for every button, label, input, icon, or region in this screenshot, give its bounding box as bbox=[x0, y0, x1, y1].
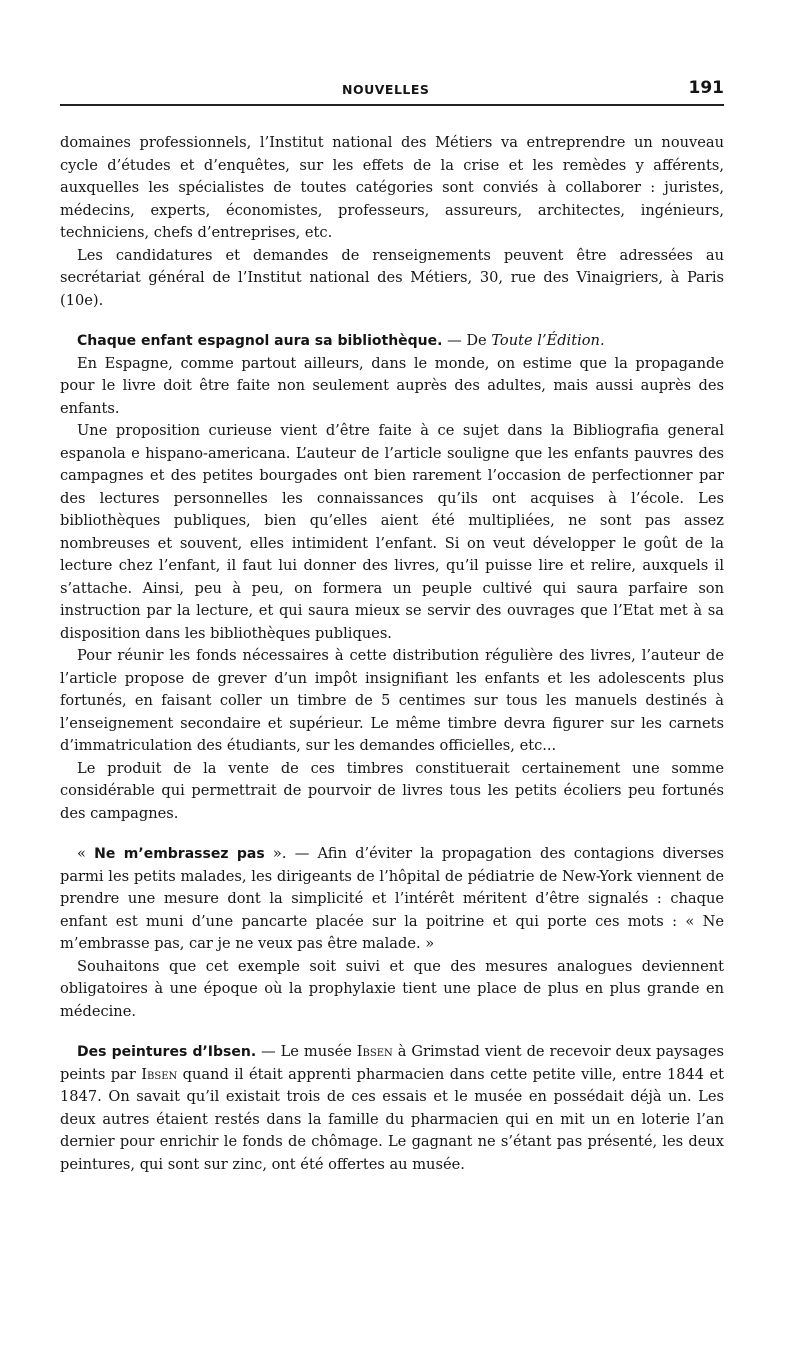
paragraph: domaines professionnels, l’Institut national des Métiers va entreprendre un nouveau cycle d’études et d’enquêtes, sur les effets de la crise et les remèdes y afférents, auxquelles les spécialistes de toutes catégories sont conviés à collaborer : juristes, médecins, experts, économistes, professeurs, assureurs, architectes, ingénieurs, techniciens, chefs d’entreprises, etc. bbox=[60, 134, 724, 241]
paragraph: Les candidatures et demandes de renseignements peuvent être adressées au secrétariat général de l’Institut national des Métiers, 30, rue des Vinaigriers, à Paris (10e). bbox=[60, 246, 724, 309]
paragraph: Le produit de la vente de ces timbres constituerait certainement une somme considérable qui permettrait de pourvoir de livres tous les petits écoliers peu fortunés des campagnes. bbox=[60, 759, 724, 822]
paragraph-text: — Le musée bbox=[256, 1043, 357, 1060]
paragraph: Une proposition curieuse vient d’être faite à ce sujet dans la Bibliografia general espanola e hispano-americana. L’auteur de l’article souligne que les enfants pauvres des campagnes et des petites bourgades ont bien rarement l’occasion de perfectionner par des lectures personnelles les connaissances qu’ils ont acquises à l’école. Les bibliothèques publiques, bien qu’elles aient été multipliées, ne sont pas assez nombreuses et souvent, elles intimident l’enfant. Si on veut développer le goût de la lecture chez l’enfant, il faut lui donner des livres, qu’il puisse lire et relire, auxquels il s’attache. Ainsi, peu à peu, on formera un peuple cultivé qui saura parfaire son instruction par la lecture, et qui saura mieux se servir des ouvrages que l’Etat met à sa disposition dans les bibliothèques publiques. bbox=[60, 422, 724, 642]
headline-text: Des peintures d’Ibsen. bbox=[77, 1044, 257, 1060]
article-headline bbox=[60, 330, 724, 353]
page-body bbox=[60, 132, 724, 1176]
article-lead-paragraph bbox=[60, 843, 724, 956]
name-smallcaps: Ibsen bbox=[141, 1065, 178, 1083]
paragraph-text: Afin d’éviter la propagation des contagions diverses parmi les petits malades, les dirigeants de l’hôpital de pédiatrie de New-York viennent de prendre une mesure dont la simplicité et l’intérêt méritent d’être signalés : chaque enfant est muni d’une pancarte placée sur la poitrine et qui porte ces mots : « Ne m’embrasse pas, car je ne veux pas être malade. » bbox=[60, 845, 724, 952]
page-number: 191 bbox=[688, 78, 724, 98]
headline-text: Ne m’embrassez pas bbox=[94, 846, 265, 862]
running-title: NOUVELLES bbox=[342, 82, 430, 97]
article-lead-paragraph bbox=[60, 1041, 724, 1176]
paragraph: Souhaitons que cet exemple soit suivi et que des mesures analogues deviennent obligatoires à une époque où la prophylaxie tient une place de plus en plus grande en médecine. bbox=[60, 957, 724, 1020]
header-rule bbox=[60, 104, 724, 106]
source-prefix: — De bbox=[442, 332, 492, 349]
paragraph-text: à Grimstad vient de recevoir deux paysages peints par bbox=[60, 1043, 724, 1083]
headline-open-quote: « bbox=[77, 845, 95, 862]
paragraph: En Espagne, comme partout ailleurs, dans le monde, on estime que la propagande pour le livre doit être faite non seulement auprès des adultes, mais aussi auprès des enfants. bbox=[60, 354, 724, 417]
name-smallcaps: Ibsen bbox=[356, 1043, 393, 1060]
paragraph: Pour réunir les fonds nécessaires à cette distribution régulière des livres, l’auteur de l’article propose de grever d’un impôt insignifiant les enfants et les adolescents plus fortunés, en faisant coller un timbre de 5 centimes sur tous les manuels destinés à l’enseignement secondaire et supérieur. Le même timbre devra figurer sur les carnets d’immatriculation des étudiants, sur les demandes officielles, etc... bbox=[60, 647, 724, 754]
headline-text: Chaque enfant espagnol aura sa bibliothèque. bbox=[77, 333, 443, 349]
page-header bbox=[60, 78, 724, 102]
source-title: Toute l’Édition. bbox=[491, 332, 605, 349]
paragraph-text: quand il était apprenti pharmacien dans cette petite ville, entre 1844 et 1847. On savait qu’il existait trois de ces essais et le musée en possédait déjà un. Les deux autres étaient restés dans la famille du pharmacien qui en mit un en loterie l’an dernier pour enrichir le fonds de chômage. Le gagnant ne s’étant pas présenté, les deux peintures, qui sont sur zinc, ont été offertes au musée. bbox=[60, 1065, 724, 1173]
headline-close-quote: ». — bbox=[264, 845, 318, 862]
